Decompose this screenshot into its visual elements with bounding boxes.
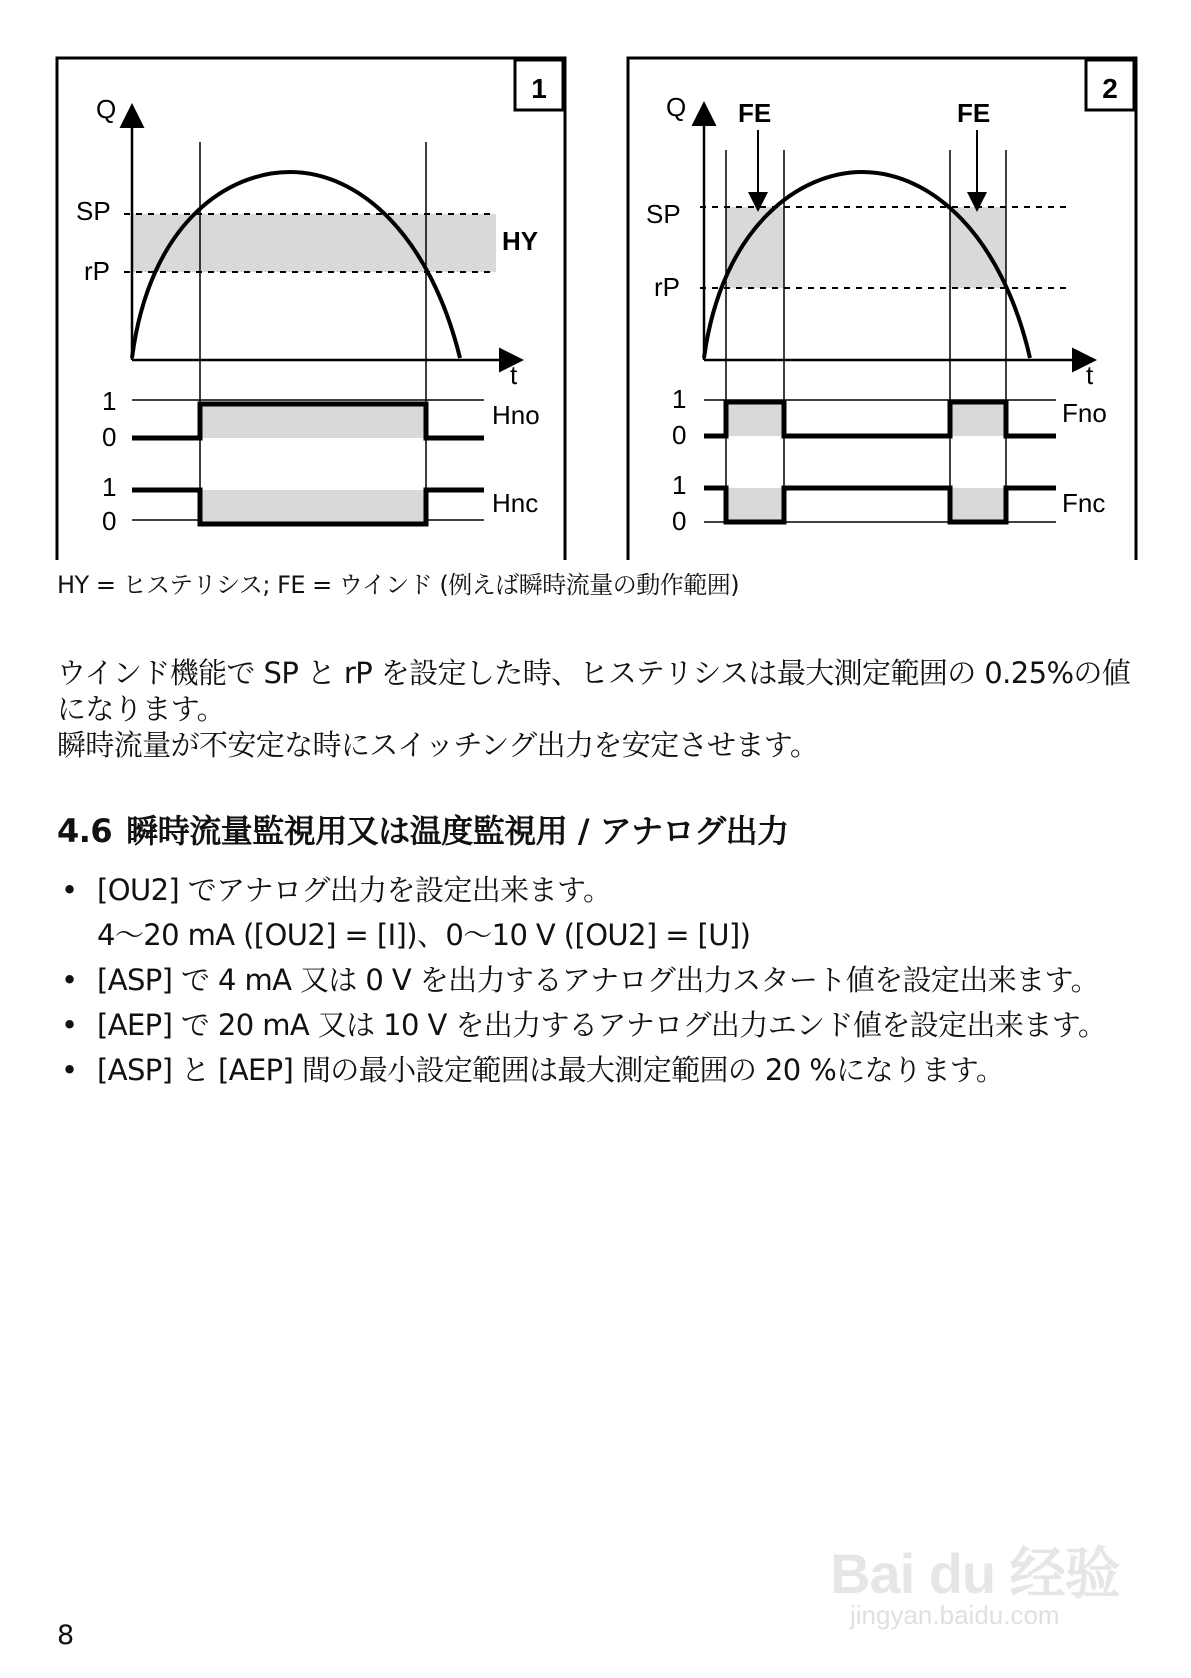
diagram-1-number: 1 — [531, 73, 547, 104]
hnc-zero-label: 0 — [102, 506, 117, 536]
hno-one-label: 1 — [102, 386, 117, 416]
diagram-2-t-label: t — [1086, 360, 1094, 390]
rp-label: rP — [84, 256, 110, 286]
hno-zero-label: 0 — [102, 422, 117, 452]
description-paragraph — [57, 655, 1137, 763]
section-heading — [57, 806, 789, 852]
fno-zero-label: 0 — [672, 420, 687, 450]
diagram-1-t-label: t — [510, 360, 518, 390]
diagram-2-window — [628, 58, 1136, 560]
sp-label-2: SP — [646, 199, 681, 229]
watermark-url: jingyan.baidu.com — [850, 1600, 1060, 1630]
page-number: 8 — [57, 1620, 75, 1651]
list-item-text: [ASP] で 4 mA 又は 0 V を出力するアナログ出力スタート値を設定出来ます。 — [97, 963, 1099, 997]
diagram-1-q-label: Q — [96, 94, 117, 124]
list-item-text: [OU2] でアナログ出力を設定出来ます。 — [97, 873, 612, 907]
description-line-1: ウインド機能で SP と rP を設定した時、ヒステリシスは最大測定範囲の 0.25%の値になります。 — [57, 656, 1131, 726]
fnc-label: Fnc — [1062, 488, 1106, 518]
diagram-1-hysteresis — [57, 58, 565, 560]
bullet-icon: • — [61, 1053, 78, 1087]
list-item — [57, 1003, 1106, 1048]
bullet-icon: • — [61, 873, 78, 907]
diagram-2-number: 2 — [1102, 73, 1118, 104]
list-item — [57, 1048, 1106, 1093]
list-item-text: [ASP] と [AEP] 間の最小設定範囲は最大測定範囲の 20 %になります。 — [97, 1053, 1005, 1087]
bullet-list — [57, 868, 1106, 1093]
figure-caption: HY = ヒステリシス; FE = ウインド (例えば瞬時流量の動作範囲) — [57, 571, 740, 599]
list-item-subtext: 4～20 mA ([OU2] = [I])、0～10 V ([OU2] = [U]) — [97, 918, 751, 952]
section-title: 瞬時流量監視用又は温度監視用 / アナログ出力 — [126, 812, 789, 850]
list-item — [57, 868, 1106, 958]
list-item — [57, 958, 1106, 1003]
diagram-2-q-label: Q — [666, 92, 687, 122]
hnc-one-label: 1 — [102, 472, 117, 502]
baidu-watermark — [830, 1512, 1130, 1632]
hno-label: Hno — [492, 400, 540, 430]
bullet-icon: • — [61, 963, 78, 997]
section-number: 4.6 — [57, 812, 113, 850]
description-line-2: 瞬時流量が不安定な時にスイッチング出力を安定させます。 — [57, 728, 819, 762]
fno-label: Fno — [1062, 398, 1107, 428]
hysteresis-window-diagrams — [0, 0, 1191, 560]
sp-label: SP — [76, 196, 111, 226]
bullet-icon: • — [61, 1008, 78, 1042]
fnc-zero-label: 0 — [672, 506, 687, 536]
watermark-brand: Bai du 经验 — [830, 1542, 1120, 1605]
hnc-label: Hnc — [492, 488, 539, 518]
fe-label-right: FE — [957, 98, 991, 128]
list-item-text: [AEP] で 20 mA 又は 10 V を出力するアナログ出力エンド値を設定出来ます。 — [97, 1008, 1107, 1042]
rp-label-2: rP — [654, 272, 680, 302]
fe-label-left: FE — [738, 98, 772, 128]
hy-label: HY — [502, 226, 539, 256]
fnc-one-label: 1 — [672, 470, 687, 500]
fno-one-label: 1 — [672, 384, 687, 414]
